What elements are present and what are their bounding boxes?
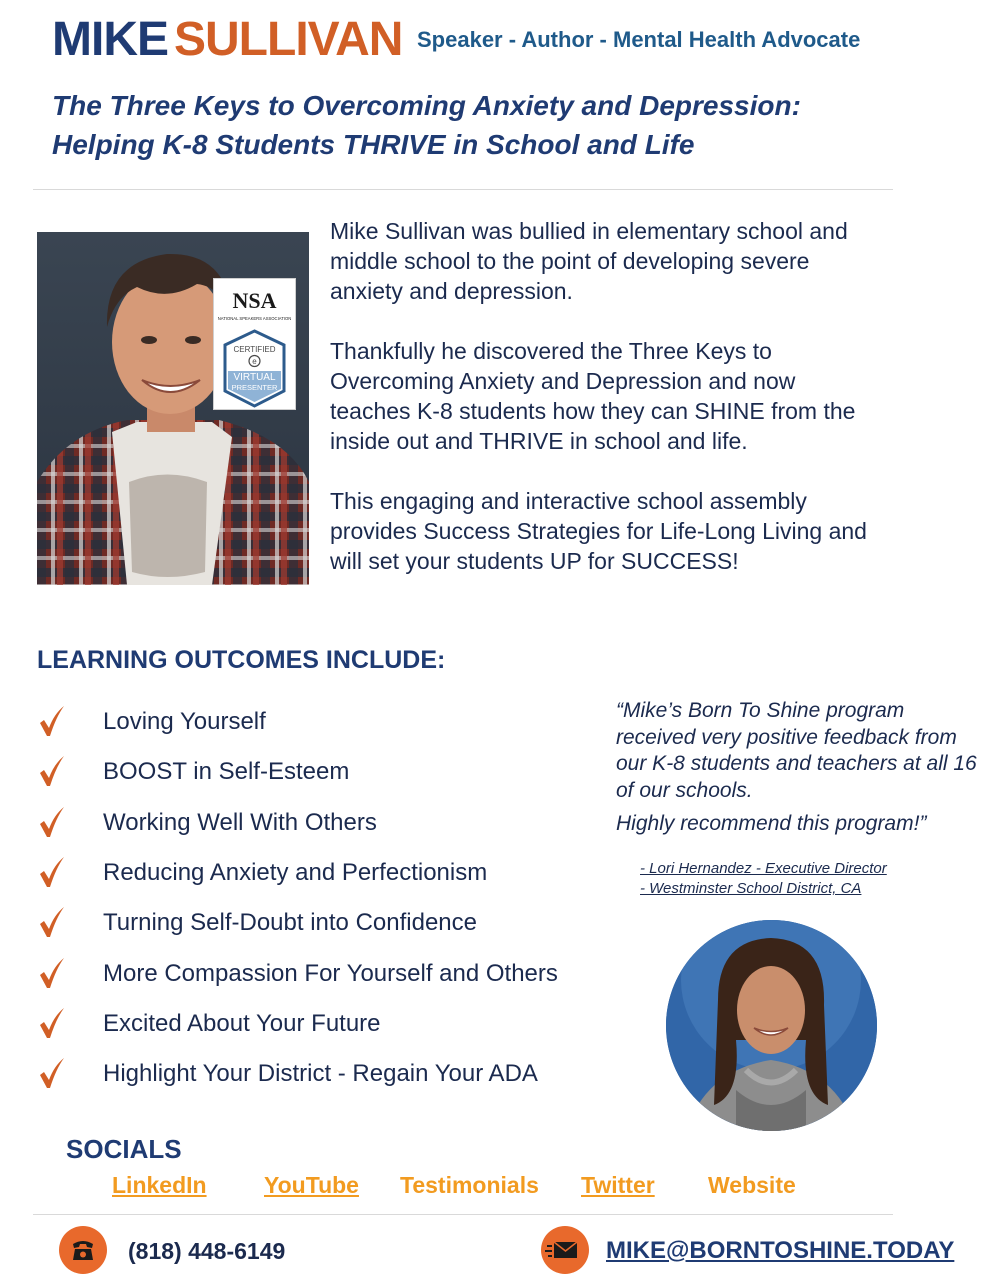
list-item [37, 855, 597, 895]
testimonial-portrait [666, 920, 877, 1131]
bio [330, 216, 875, 606]
check-icon [37, 956, 67, 990]
list-item [37, 905, 597, 945]
outcome-label: Highlight Your District - Regain Your ADA [103, 1060, 538, 1088]
nsa-org-name: NATIONAL SPEAKERS ASSOCIATION [217, 316, 292, 321]
outcome-label: Reducing Anxiety and Perfectionism [103, 858, 488, 886]
bio-paragraph-3: This engaging and interactive school assembly provides Success Strategies for Life-Long Living and will set your students UP for SUCCESS! [330, 488, 867, 574]
nsa-logo: NSA [232, 288, 277, 313]
headline-line-2: Helping K-8 Students THRIVE in School and Life [52, 129, 695, 160]
list-item [37, 956, 597, 996]
outcome-label: Turning Self-Doubt into Confidence [103, 909, 477, 937]
phone-icon [59, 1226, 107, 1274]
testimonial-attribution-org: - Westminster School District, CA [640, 880, 862, 897]
page-title [52, 86, 932, 164]
youtube-link[interactable]: YouTube [264, 1172, 359, 1198]
nsa-certified-badge [213, 278, 296, 410]
mail-icon [541, 1226, 589, 1274]
check-icon [37, 905, 67, 939]
check-icon [37, 805, 67, 839]
outcome-label: BOOST in Self-Esteem [103, 758, 350, 786]
list-item [37, 704, 597, 744]
list-item [37, 1056, 597, 1096]
badge-presenter: PRESENTER [231, 383, 278, 392]
check-icon [37, 754, 67, 788]
badge-virtual: VIRTUAL [233, 372, 276, 383]
testimonial-quote: “Mike’s Born To Shine program received very positive feedback from our K-8 students and teachers at all 16 of our schools. [616, 699, 977, 802]
bio-paragraph-1: Mike Sullivan was bullied in elementary school and middle school to the point of developing severe anxiety and depression. [330, 218, 848, 304]
headline-line-1: The Three Keys to Overcoming Anxiety and Depression: [52, 90, 801, 121]
tagline: Speaker - Author - Mental Health Advocate [417, 27, 861, 52]
outcome-label: Excited About Your Future [103, 1009, 381, 1037]
footer-divider [33, 1214, 893, 1215]
outcomes-title: LEARNING OUTCOMES INCLUDE: [37, 646, 446, 674]
socials-title: SOCIALS [66, 1134, 182, 1164]
list-item [37, 805, 597, 845]
email-link[interactable]: MIKE@BORNTOSHINE.TODAY [606, 1237, 955, 1264]
check-icon [37, 704, 67, 738]
list-item [37, 1006, 597, 1046]
check-icon [37, 1006, 67, 1040]
divider [33, 189, 893, 190]
linkedin-link[interactable]: LinkedIn [112, 1172, 207, 1198]
check-icon [37, 855, 67, 889]
outcome-label: Loving Yourself [103, 708, 266, 735]
last-name: SULLIVAN [174, 13, 403, 66]
website-link[interactable]: Website [708, 1172, 796, 1198]
testimonial-quote-closing: Highly recommend this program!” [616, 812, 927, 835]
testimonials-link[interactable]: Testimonials [400, 1172, 539, 1198]
bio-paragraph-2: Thankfully he discovered the Three Keys to Overcoming Anxiety and Depression and now teaches K-8 students how they can SHINE from the inside out and THRIVE in school and life. [330, 338, 856, 454]
list-item [37, 754, 597, 794]
twitter-link[interactable]: Twitter [581, 1172, 655, 1198]
badge-e-icon: e [252, 357, 257, 366]
phone-number[interactable]: (818) 448-6149 [128, 1238, 286, 1264]
testimonial-attribution-name: - Lori Hernandez - Executive Director [640, 860, 887, 877]
badge-certified: CERTIFIED [233, 345, 276, 354]
first-name: MIKE [52, 13, 168, 66]
outcome-label: More Compassion For Yourself and Others [103, 959, 558, 987]
outcome-label: Working Well With Others [103, 808, 377, 836]
check-icon [37, 1056, 67, 1090]
